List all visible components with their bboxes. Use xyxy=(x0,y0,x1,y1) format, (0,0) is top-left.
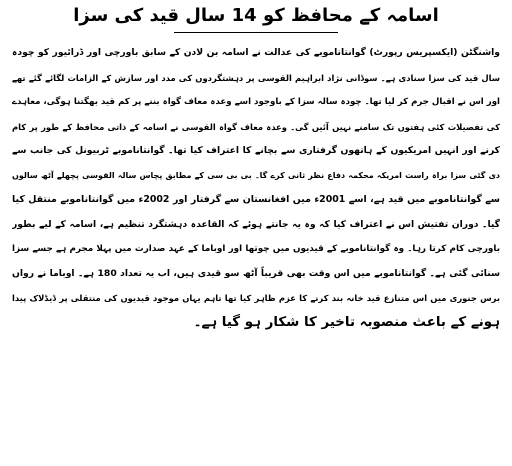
article-line: سال قید کی سزا سنادی ہے۔ سوڈانی نژاد ابراہیم القوسی پر دہشتگردوں کی مدد اور سازش کے الزامات لگائے گئے تھے xyxy=(12,72,500,83)
article-line: اور اس نے اقبال جرم کر لیا تھا۔ چودہ سالہ سزا کے باوجود اسے وعدہ معاف گواہ بننے پر کم قید بھگتنا ہوگی، معاہدے xyxy=(12,97,500,107)
headline-underline xyxy=(174,32,338,33)
news-article xyxy=(0,4,512,466)
article-line: برس جنوری میں اس متنازع قید خانہ بند کرنے کا عزم ظاہر کیا تھا تاہم یہاں موجود قیدیوں کی منتقلی پر ڈیڈلاک پیدا xyxy=(12,293,500,303)
article-line: دی گئی سزا براہ راست امریکہ محکمہ دفاع نظر ثانی کرے گا۔ بی بی سی کے مطابق پچاس سالہ القوسی پچھلے آٹھ سالوں xyxy=(12,170,500,180)
article-line: گیا۔ دوران تفتیش اس نے اعتراف کیا کہ وہ یہ جانتے ہوئے کہ القاعدہ دہشتگرد تنظیم ہے، اسامہ کے لیے بطور xyxy=(12,218,500,230)
article-body xyxy=(12,41,500,335)
article-line: باورچی کام کرتا رہا۔ وہ گوانتاناموبے کے قیدیوں میں چوتھا اور اوباما کے عہد صدارت میں پہلا مجرم ہے جسے سزا xyxy=(12,244,500,254)
article-headline: اسامہ کے محافظ کو 14 سال قید کی سزا xyxy=(73,5,439,26)
article-line: کی تفصیلات کئی ہفتوں تک سامنے نہیں آئیں گی۔ وعدہ معاف گواہ القوسی نے اسامہ کے ذاتی محافظ کے طور پر کام xyxy=(12,121,500,132)
article-line: سے گوانتاناموبے میں قید ہے، اسے 2001ء میں افغانستان سے گرفتار اور 2002ء میں گوانتاناموبے منتقل کیا xyxy=(12,194,500,205)
article-line: واشنگٹن (ایکسپریس رپورٹ) گوانتاناموبے کی عدالت نے اسامہ بن لادن کے سابق باورچی اور ڈرائیور کو چودہ xyxy=(12,47,500,58)
article-line: کرنے اور انہیں امریکیوں کے ہاتھوں گرفتاری سے بچانے کا اعتراف کیا تھا۔ گوانتاناموبے ٹربیونل کی جانب سے xyxy=(12,145,500,156)
article-line: ہونے کے باعث منصوبہ تاخیر کا شکار ہو گیا ہے۔ xyxy=(193,314,500,330)
article-line: سنائی گئی ہے۔ گوانتاناموبے میں اس وقت بھی قریباً آٹھ سو قیدی ہیں، اب یہ تعداد 180 ہے۔ اوباما نے رواں xyxy=(12,267,500,279)
